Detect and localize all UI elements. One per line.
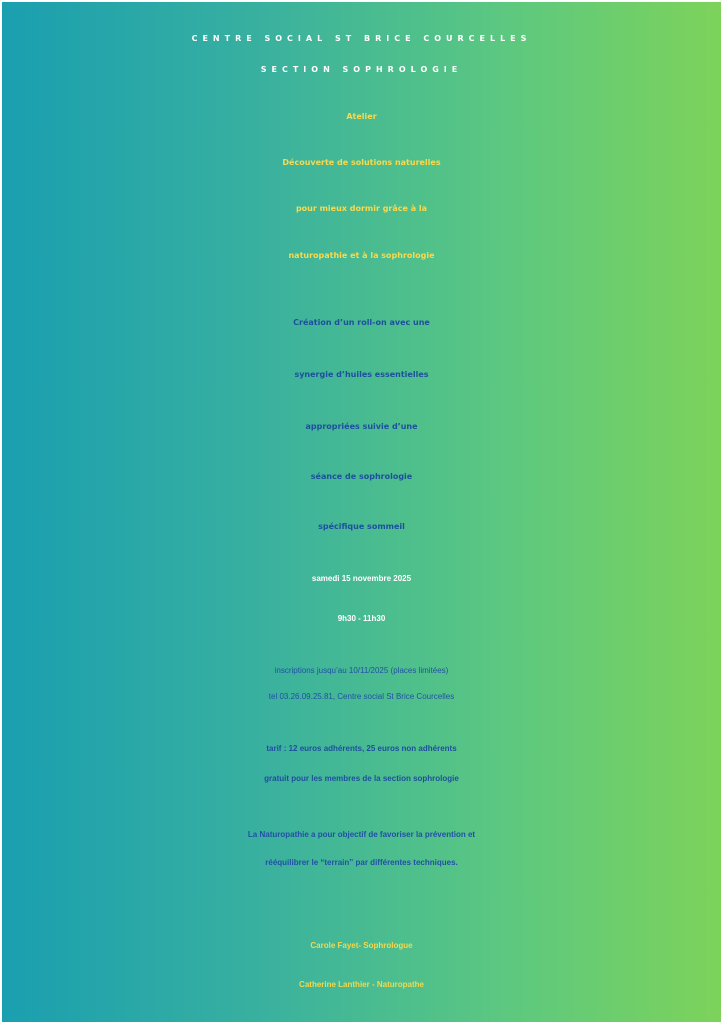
atelier-heading: Atelier	[346, 112, 377, 121]
description-line-2: synergie d’huiles essentielles	[294, 370, 429, 379]
event-time: 9h30 - 11h30	[337, 614, 386, 623]
header-line-2: SECTION SOPHROLOGIE	[260, 65, 463, 74]
naturopathie-line-1: La Naturopathie a pour objectif de favoriser la prévention et	[247, 830, 476, 839]
event-date: samedi 15 novembre 2025	[311, 574, 412, 583]
description-line-5: spécifique sommeil	[318, 522, 405, 531]
atelier-title-line-3: naturopathie et à la sophrologie	[288, 251, 435, 260]
description-line-3: appropriées suivie d’une	[305, 422, 418, 431]
atelier-title-line-1: Découverte de solutions naturelles	[282, 158, 441, 167]
header-line-1: CENTRE SOCIAL ST BRICE COURCELLES	[191, 34, 532, 43]
inscriptions-line-2: tel 03.26.09.25.81, Centre social St Brice Courcelles	[268, 692, 455, 701]
tarif-line-2: gratuit pour les membres de la section sophrologie	[264, 774, 459, 783]
presenter-sophrologue: Carole Fayet- Sophrologue	[310, 941, 413, 950]
description-line-4: séance de sophrologie	[310, 472, 413, 481]
atelier-title-line-2: pour mieux dormir grâce à la	[295, 204, 428, 213]
naturopathie-line-2: rééquilibrer le “terrain” par différentes techniques.	[265, 858, 458, 867]
presenter-naturopathe: Catherine Lanthier - Naturopathe	[299, 980, 424, 989]
tarif-line-1: tarif : 12 euros adhérents, 25 euros non adhérents	[266, 744, 457, 753]
inscriptions-line-1: inscriptions jusqu’au 10/11/2025 (places limitées)	[274, 666, 449, 675]
description-line-1: Création d’un roll-on avec une	[293, 318, 430, 327]
